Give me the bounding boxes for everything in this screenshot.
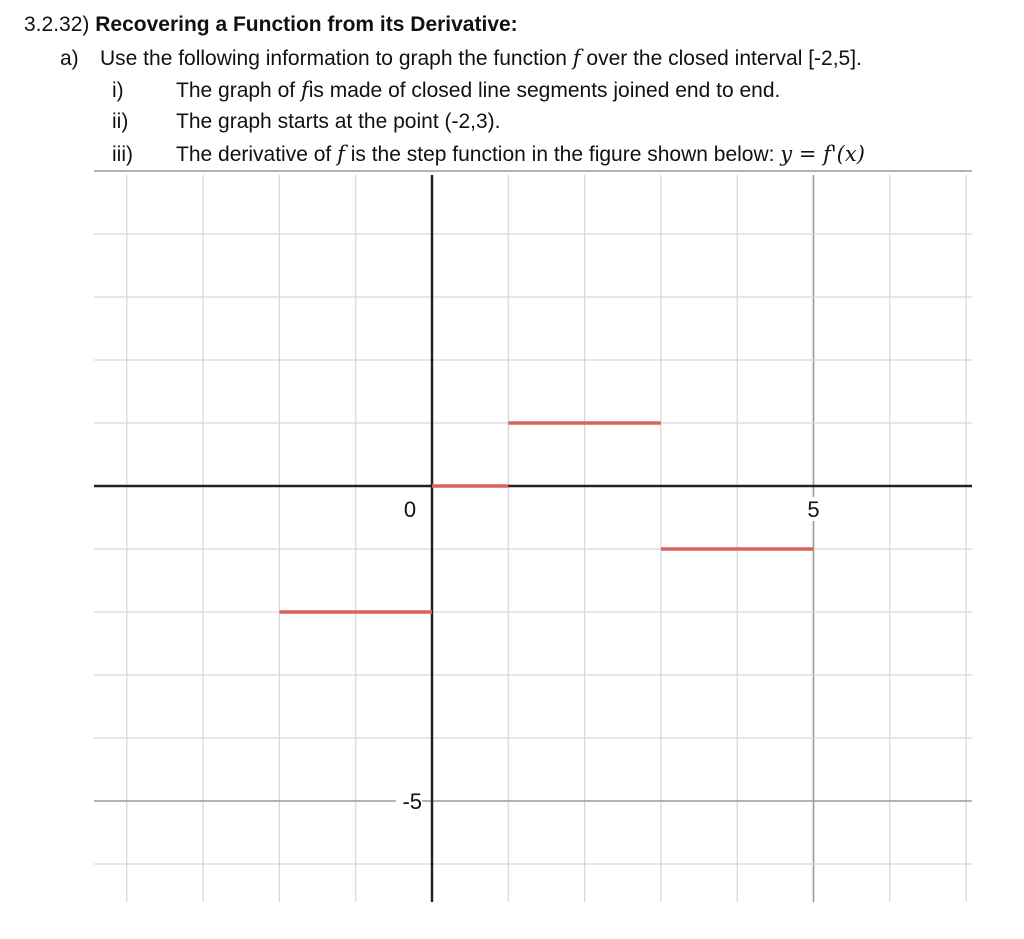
part-fn: f: [572, 46, 581, 70]
item-marker: iii): [112, 143, 133, 166]
part-text-before: Use the following information to graph the function: [100, 47, 573, 70]
part-label: a): [60, 47, 79, 70]
tick-label: -5: [402, 789, 422, 814]
step-segments: [279, 423, 813, 612]
problem-number: 3.2.32): [24, 13, 90, 36]
axes: [94, 175, 972, 902]
item-text-after: is the step function in the figure shown below:: [344, 143, 781, 166]
tick-label: 5: [807, 497, 820, 522]
item-text: The derivative of: [176, 143, 338, 166]
tick-labels: [396, 497, 827, 814]
item-fn: f: [337, 142, 345, 166]
item-text: The graph starts at the point (-2,3).: [176, 110, 501, 133]
tick-label: 0: [403, 497, 417, 522]
item-marker: ii): [112, 110, 129, 133]
item-text: The graph of: [176, 79, 301, 102]
part-text-after: over the closed interval [-2,5].: [586, 47, 862, 70]
item-text-after: is made of closed line segments joined end to end.: [308, 79, 781, 102]
grid-lines: [94, 171, 972, 902]
derivative-equation: y = f'(x): [780, 142, 865, 166]
item-marker: i): [112, 79, 124, 102]
item-fn: f: [300, 78, 309, 102]
problem-title: Recovering a Function from its Derivative:: [95, 13, 518, 36]
